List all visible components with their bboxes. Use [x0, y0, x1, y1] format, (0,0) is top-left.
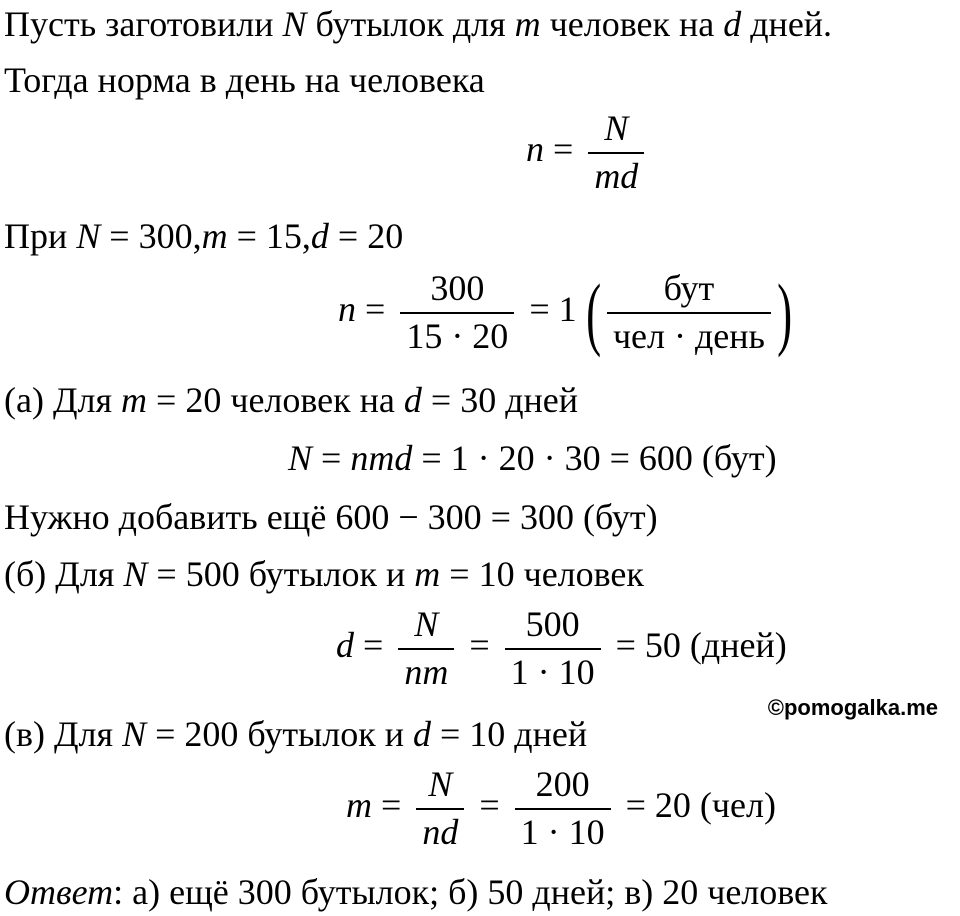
part-b-condition: [4, 556, 644, 592]
equals-sign: =: [312, 438, 351, 478]
fraction-numerator: N: [398, 606, 454, 650]
given-text: = 300,: [100, 216, 202, 256]
paren-close: ): [777, 266, 793, 358]
intro-text: дней.: [741, 4, 833, 44]
intro-text: бутылок для: [306, 4, 515, 44]
fraction-denominator: nm: [404, 651, 449, 692]
var-d: d: [723, 4, 742, 44]
var-d: d: [412, 714, 431, 754]
formula-norm: [526, 110, 650, 196]
formula-result: = 1: [520, 289, 586, 330]
fraction: [400, 270, 514, 356]
fraction-denominator: md: [594, 155, 639, 196]
fraction-numerator: 300: [400, 270, 514, 314]
equals-sign: =: [356, 289, 395, 330]
given-text: При: [4, 216, 77, 256]
equals-sign: =: [460, 625, 499, 666]
part-c-condition: [4, 716, 587, 752]
formula-lhs: n: [526, 129, 544, 170]
fraction-numerator: 200: [515, 766, 611, 810]
watermark: ©pomogalka.me: [767, 695, 938, 720]
fraction-denominator: 15 · 20: [406, 315, 509, 356]
intro-text: человек на: [540, 4, 724, 44]
part-a-condition: [4, 382, 578, 418]
answer-line: [4, 874, 828, 910]
equals-sign: =: [544, 129, 583, 170]
fraction-denominator: 1 · 10: [520, 811, 605, 852]
fraction: [588, 110, 644, 196]
var-N: N: [122, 714, 147, 754]
intro-line-2: Тогда норма в день на человека: [4, 60, 485, 100]
var-m: m: [346, 785, 372, 826]
part-text: = 10 человек: [440, 554, 644, 594]
fraction-numerator: N: [416, 766, 464, 810]
unit-fraction: [607, 270, 771, 356]
part-text: = 500 бутылок и: [147, 554, 415, 594]
part-c-formula: [346, 766, 776, 852]
fraction: [515, 766, 611, 852]
formula-result: = 1 · 20 · 30 = 600 (бут): [412, 438, 777, 478]
var-N: N: [288, 438, 313, 478]
part-text: (а) Для: [4, 380, 122, 420]
equals-sign: =: [354, 625, 393, 666]
paren-open: (: [585, 266, 601, 358]
var-N: N: [76, 216, 101, 256]
part-b-formula: [336, 606, 787, 692]
fraction: [416, 766, 464, 852]
var-d: d: [310, 216, 329, 256]
part-text: (б) Для: [4, 554, 124, 594]
equals-sign: =: [470, 785, 509, 826]
formula-result: = 20 (чел): [616, 785, 776, 826]
var-N: N: [282, 4, 307, 44]
part-text: = 10 дней: [430, 714, 588, 754]
given-text: = 20: [328, 216, 404, 256]
fraction-numerator: 500: [505, 606, 601, 650]
formula-result: = 50 (дней): [606, 625, 787, 666]
var-N: N: [123, 554, 148, 594]
intro-line-1: [4, 6, 832, 42]
formula-lhs: n: [338, 289, 356, 330]
equals-sign: =: [372, 785, 411, 826]
part-text: (в) Для: [4, 714, 123, 754]
fraction: [398, 606, 454, 692]
var-m: m: [414, 554, 441, 594]
var-m: m: [121, 380, 148, 420]
var-d: d: [403, 380, 422, 420]
part-text: = 200 бутылок и: [146, 714, 413, 754]
unit-denominator: чел · день: [612, 315, 765, 356]
part-a-formula: [288, 440, 777, 476]
var-m: m: [514, 4, 541, 44]
var-m: m: [201, 216, 228, 256]
part-text: = 20 человек на: [147, 380, 404, 420]
var-nmd: nmd: [350, 438, 413, 478]
formula-value: [338, 266, 793, 358]
answer-label: Ответ: [4, 872, 114, 912]
fraction: [505, 606, 601, 692]
unit-numerator: бут: [607, 270, 771, 314]
intro-text: Пусть заготовили: [4, 4, 283, 44]
fraction-denominator: 1 · 10: [510, 651, 595, 692]
fraction-numerator: N: [588, 110, 644, 154]
given-values: [4, 218, 403, 254]
fraction-denominator: nd: [422, 811, 459, 852]
part-a-add: Нужно добавить ещё 600 − 300 = 300 (бут): [4, 497, 658, 537]
answer-text: : а) ещё 300 бутылок; б) 50 дней; в) 20 человек: [113, 872, 828, 912]
given-text: = 15,: [227, 216, 311, 256]
part-text: = 30 дней: [421, 380, 579, 420]
var-d: d: [336, 625, 354, 666]
